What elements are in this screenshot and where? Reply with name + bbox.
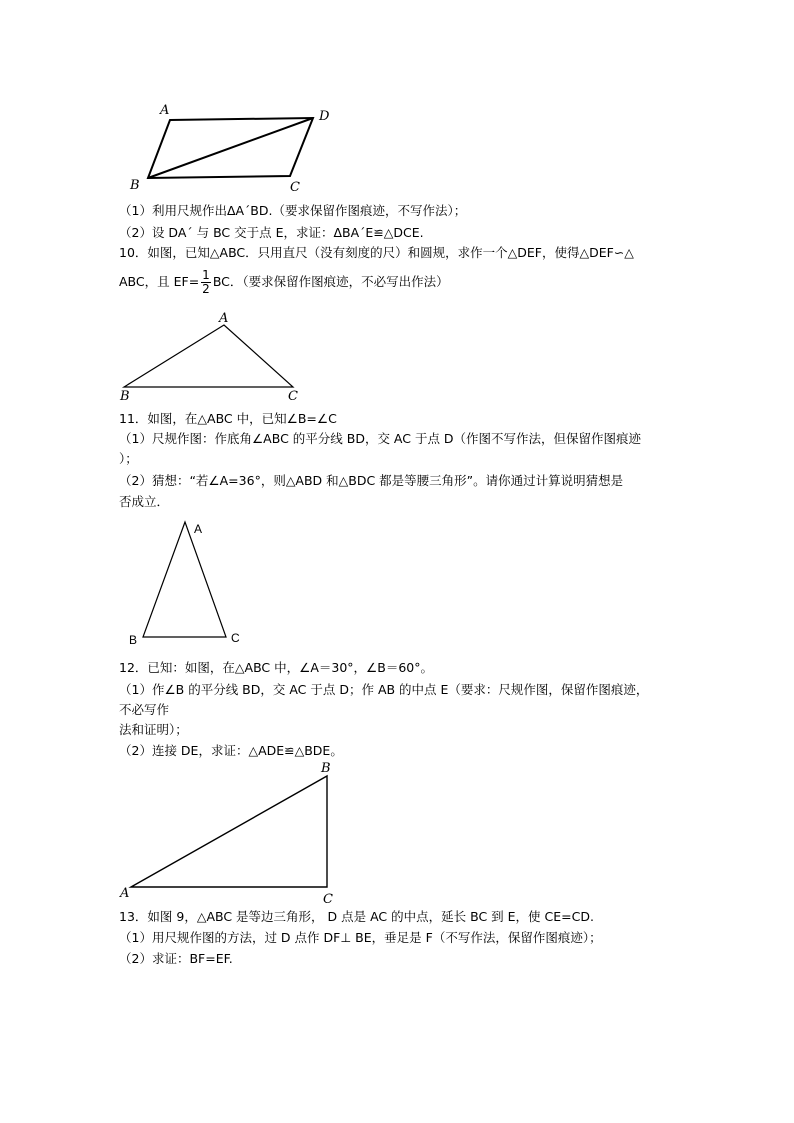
fraction-numerator: 1: [202, 268, 210, 282]
q9-part1: （1）利用尺规作出ΔA´BD.（要求保留作图痕迹，不写作法）；: [119, 203, 467, 218]
vertex-label-c: C: [323, 892, 333, 907]
q10-line2-pre: ABC，且 EF=: [119, 274, 200, 289]
vertex-label-b: B: [321, 761, 331, 776]
vertex-label-c: C: [290, 180, 300, 195]
vertex-label-a: A: [160, 103, 170, 118]
q11-line5: 否成立．: [119, 494, 170, 509]
vertex-label-b: B: [120, 389, 130, 404]
q12-line2: （1）作∠B 的平分线 BD，交 AC 于点 D；作 AB 的中点 E（要求：尺规作图，保留作图痕迹，: [119, 682, 649, 697]
vertex-label-c: C: [231, 631, 240, 645]
q13-line1: 13．如图 9，△ABC 是等边三角形， D 点是 AC 的中点，延长 BC 到 E，使 CE=CD.: [119, 909, 594, 924]
vertex-label-c: C: [288, 389, 298, 404]
q9-part2: （2）设 DA´ 与 BC 交于点 E，求证：ΔBA´E≌△DCE.: [119, 225, 424, 240]
q12-line3: 不必写作: [119, 702, 170, 717]
q12-line5: （2）连接 DE，求证：△ADE≌△BDE。: [119, 743, 343, 758]
q10-line2-post: BC．（要求保留作图痕迹，不必写出作法）: [212, 274, 449, 289]
vertex-label-b: B: [129, 633, 138, 647]
q11-line1: 11．如图，在△ABC 中，已知∠B=∠C: [119, 411, 337, 426]
q12-line1: 12．已知：如图，在△ABC 中，∠A＝30°，∠B＝60°。: [119, 660, 433, 675]
q11-line2: （1）尺规作图：作底角∠ABC 的平分线 BD，交 AC 于点 D（作图不写作法，但保留作图痕迹: [119, 431, 642, 446]
q13-line2: （1）用尺规作图的方法，过 D 点作 DF⊥ BE，垂足是 F（不写作法，保留作图痕迹）；: [119, 930, 602, 945]
q13-line3: （2）求证：BF=EF.: [119, 951, 233, 966]
vertex-label-a: A: [219, 311, 229, 326]
vertex-label-a: A: [194, 522, 203, 536]
q10-line1: 10．如图，已知△ABC．只用直尺（没有刻度的尺）和圆规，求作一个△DEF，使得△DEF∽△: [119, 245, 634, 260]
q12-line4: 法和证明）；: [119, 722, 188, 737]
q11-line4: （2）猜想：“若∠A=36°，则△ABD 和△BDC 都是等腰三角形”。请你通过计算说明猜想是: [119, 473, 624, 488]
vertex-label-d: D: [319, 109, 330, 124]
vertex-label-a: A: [120, 886, 130, 901]
right-triangle-shape: [131, 776, 327, 887]
fraction-denominator: 2: [202, 282, 210, 296]
q11-line3: ）；: [119, 451, 138, 466]
vertex-label-b: B: [130, 178, 140, 193]
